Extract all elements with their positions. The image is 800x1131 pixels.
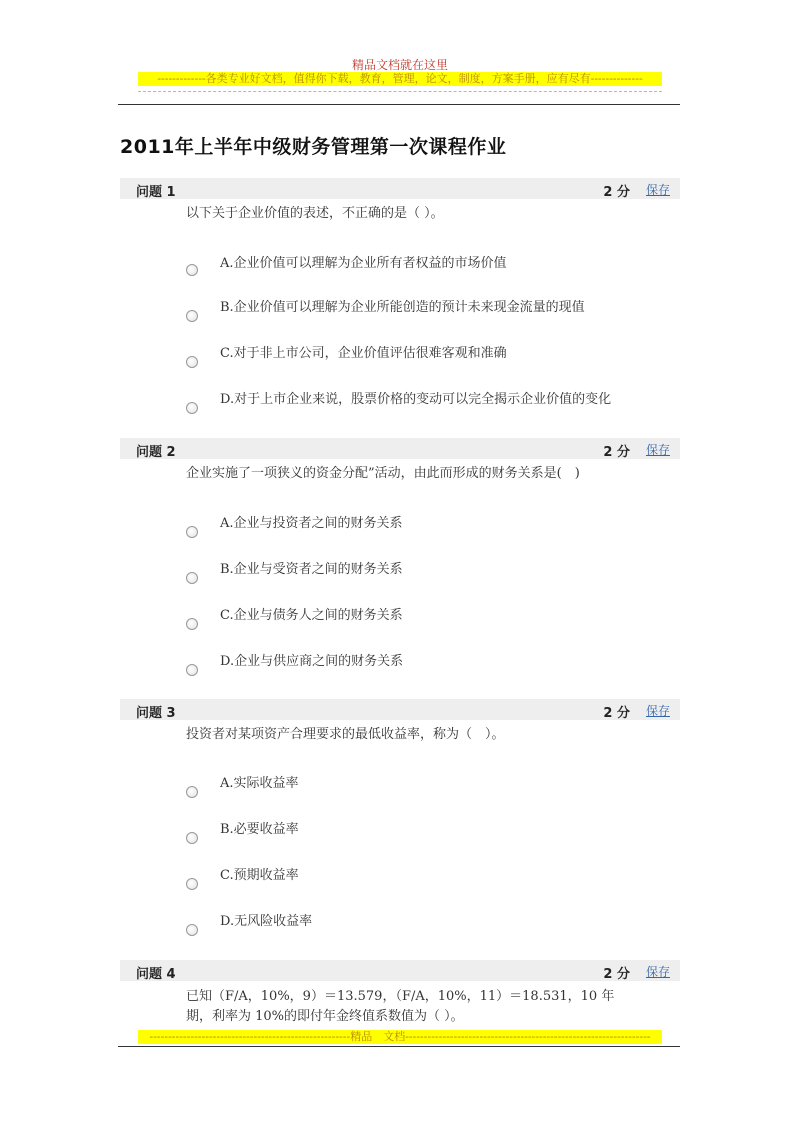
question-label: 问题 4 <box>136 967 176 982</box>
radio-button[interactable] <box>186 664 198 676</box>
radio-button[interactable] <box>186 786 198 798</box>
question-header <box>120 178 680 199</box>
question-label: 问题 3 <box>136 706 176 721</box>
page-title: 2011年上半年中级财务管理第一次课程作业 <box>120 136 507 158</box>
option-label: C.企业与债务人之间的财务关系 <box>220 608 403 623</box>
radio-button[interactable] <box>186 618 198 630</box>
save-link[interactable]: 保存 <box>645 443 670 457</box>
header-rule <box>118 104 680 105</box>
question-header <box>120 960 680 981</box>
radio-button[interactable] <box>186 832 198 844</box>
option-label: B.企业与受资者之间的财务关系 <box>220 562 403 577</box>
option-label: C.预期收益率 <box>220 868 299 883</box>
radio-button[interactable] <box>186 356 198 368</box>
option-label: D.无风险收益率 <box>220 914 313 929</box>
option-label: D.对于上市企业来说，股票价格的变动可以完全揭示企业价值的变化 <box>220 392 612 407</box>
question-score: 2 分 <box>603 706 630 721</box>
radio-button[interactable] <box>186 402 198 414</box>
option-label: B.必要收益率 <box>220 822 299 837</box>
option-label: A.实际收益率 <box>220 776 299 791</box>
option-label: A.企业价值可以理解为企业所有者权益的市场价值 <box>220 256 507 271</box>
save-link[interactable]: 保存 <box>645 183 670 197</box>
save-link[interactable]: 保存 <box>645 704 670 718</box>
radio-button[interactable] <box>186 878 198 890</box>
question-score: 2 分 <box>603 185 630 200</box>
banner-divider <box>138 91 662 92</box>
banner-title: 精品文档就在这里 <box>351 58 448 72</box>
question-header <box>120 699 680 720</box>
question-label: 问题 2 <box>136 445 176 460</box>
option-label: C.对于非上市公司，企业价值评估很难客观和准确 <box>220 346 507 361</box>
option-label: A.企业与投资者之间的财务关系 <box>220 516 403 531</box>
question-score: 2 分 <box>603 445 630 460</box>
radio-button[interactable] <box>186 526 198 538</box>
radio-button[interactable] <box>186 264 198 276</box>
save-link[interactable]: 保存 <box>645 965 670 979</box>
question-header <box>120 438 680 459</box>
radio-button[interactable] <box>186 572 198 584</box>
question-text: 企业实施了一项狭义的资金分配”活动，由此而形成的财务关系是( ) <box>186 466 580 481</box>
footer-banner: ------------------------------------------------------精品 文档------------------------------------------------------------------ <box>138 1030 662 1044</box>
radio-button[interactable] <box>186 924 198 936</box>
option-label: B.企业价值可以理解为企业所能创造的预计未来现金流量的现值 <box>220 300 585 315</box>
question-score: 2 分 <box>603 967 630 982</box>
question-label: 问题 1 <box>136 185 176 200</box>
question-text: 投资者对某项资产合理要求的最低收益率，称为（ ）。 <box>186 727 505 742</box>
radio-button[interactable] <box>186 310 198 322</box>
option-label: D.企业与供应商之间的财务关系 <box>220 654 404 669</box>
question-text: 已知（F/A，10%，9）＝13.579，（F/A，10%，11）＝18.531，10 年期，利率为 10%的即付年金终值系数值为（ ）。 <box>186 989 615 1024</box>
footer-rule <box>118 1046 680 1047</box>
question-text: 以下关于企业价值的表述，不正确的是（ ）。 <box>186 206 444 221</box>
banner-line: -------------各类专业好文档，值得你下载，教育，管理，论文，制度，方案手册，应有尽有-------------- <box>138 72 662 86</box>
